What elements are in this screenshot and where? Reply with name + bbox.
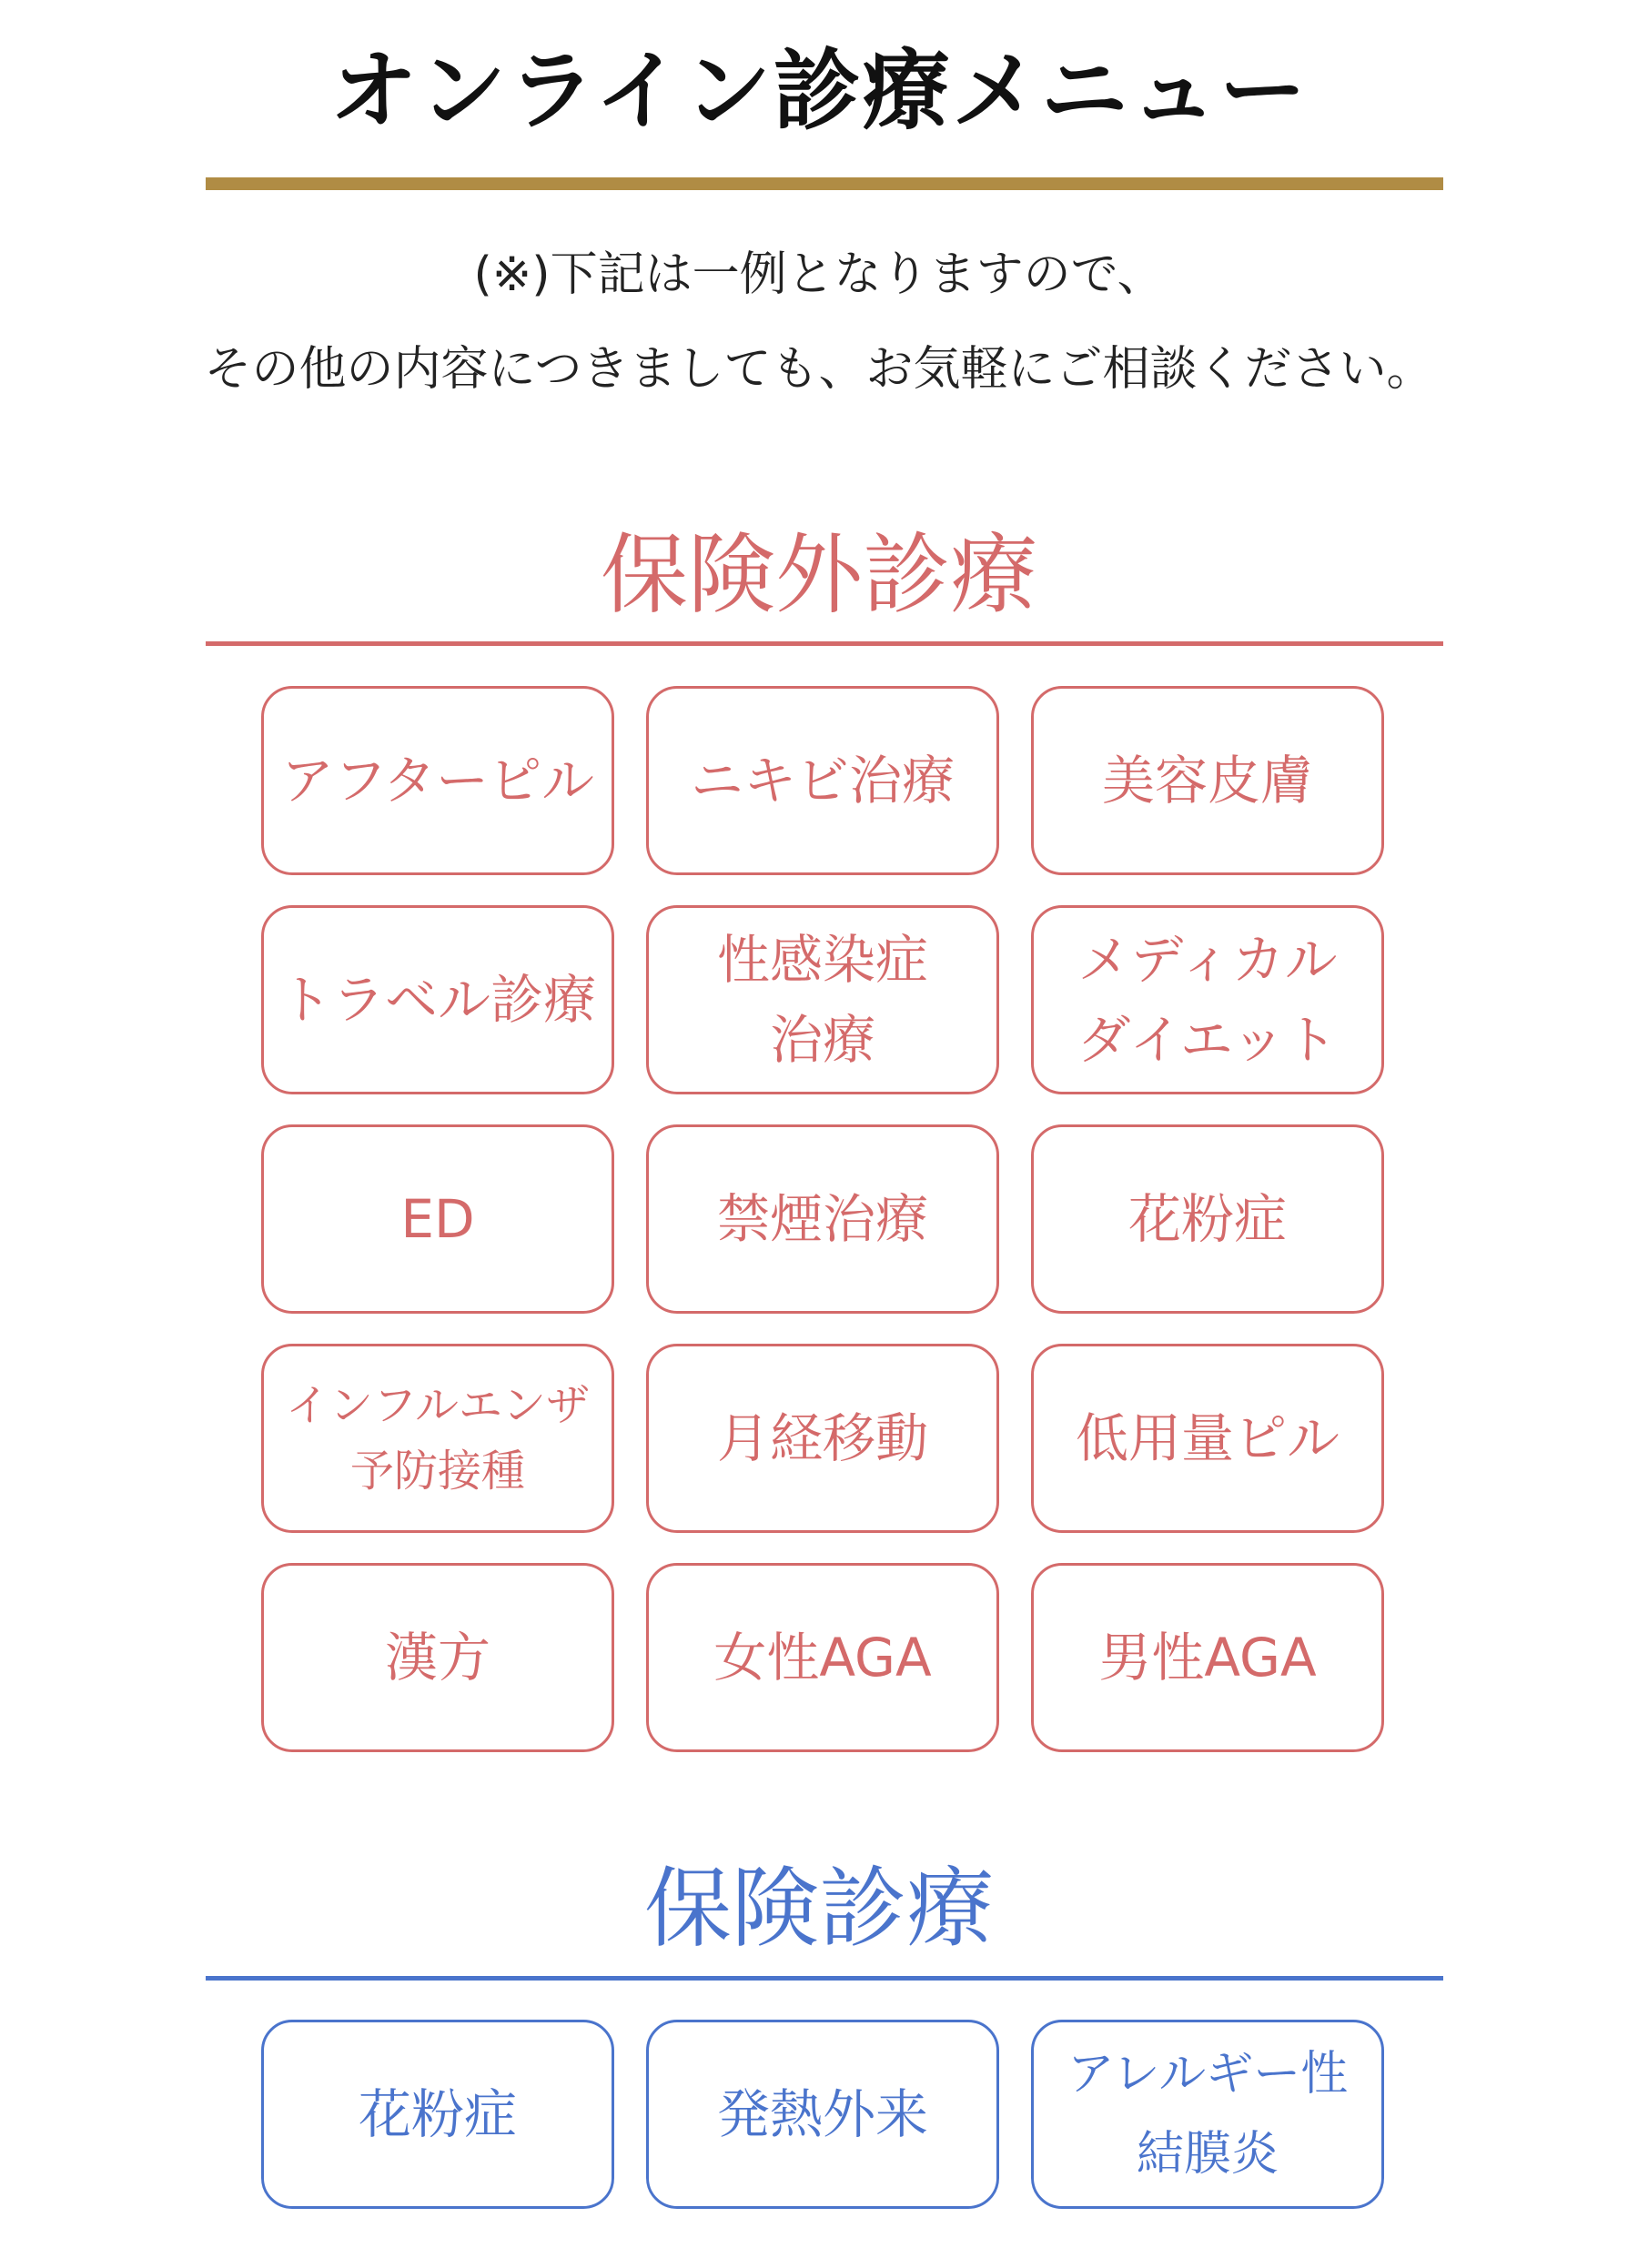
notice [0,227,1638,417]
menu-button-after-pill[interactable]: アフターピル [261,686,614,875]
menu-button-smoking-cessation[interactable]: 禁煙治療 [646,1124,999,1314]
menu-button-ed[interactable]: ED [261,1124,614,1314]
menu-button-hay-fever[interactable]: 花粉症 [1031,1124,1384,1314]
menu-button-medical-diet[interactable]: メディカル ダイエット [1031,905,1384,1094]
notice-line-1: (※)下記は一例となりますので、 [473,247,1165,302]
title-underline [206,177,1443,190]
menu-button-cosmetic-dermatology[interactable]: 美容皮膚 [1031,686,1384,875]
menu-button-travel-medicine[interactable]: トラベル診療 [261,905,614,1094]
menu-button-female-aga[interactable]: 女性AGA [646,1563,999,1752]
menu-button-influenza-vaccine[interactable]: インフルエンザ 予防接種 [261,1344,614,1533]
insurance-menu-grid [261,2020,1388,2209]
menu-button-male-aga[interactable]: 男性AGA [1031,1563,1384,1752]
notice-line-2: その他の内容につきましても、お気軽にご相談ください。 [204,342,1434,397]
menu-button-insured-hay-fever[interactable]: 花粉症 [261,2020,614,2209]
non-insurance-menu-grid [261,686,1388,1752]
menu-button-fever-clinic[interactable]: 発熱外来 [646,2020,999,2209]
non-insurance-title: 保険外診療 [601,524,1037,626]
menu-button-std-treatment[interactable]: 性感染症 治療 [646,905,999,1094]
non-insurance-divider [206,641,1443,646]
menu-button-period-shift[interactable]: 月経移動 [646,1344,999,1533]
menu-button-kampo[interactable]: 漢方 [261,1563,614,1752]
menu-button-allergic-conjunctivitis[interactable]: アレルギー性 結膜炎 [1031,2020,1384,2209]
menu-button-low-dose-pill[interactable]: 低用量ピル [1031,1344,1384,1533]
insurance-title: 保険診療 [644,1858,994,1960]
page-title: オンライン診療メニュー [329,40,1309,142]
insurance-divider [206,1976,1443,1981]
menu-button-acne-treatment[interactable]: ニキビ治療 [646,686,999,875]
